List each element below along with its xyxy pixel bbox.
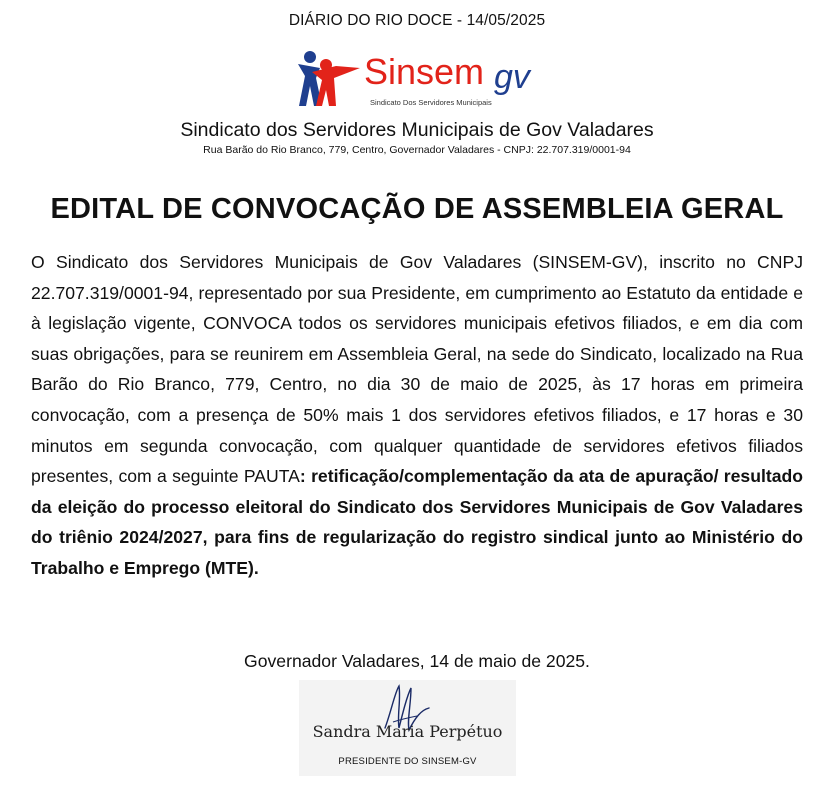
logo-tagline: Sindicato Dos Servidores Municipais bbox=[370, 98, 492, 107]
newspaper-header: DIÁRIO DO RIO DOCE - 14/05/2025 bbox=[288, 12, 546, 29]
signer-role: PRESIDENTE DO SINSEM-GV bbox=[338, 756, 477, 767]
notice-body-agenda: : retificação/complementação da ata de apuração/ resultado da eleição do processo eleitoral do Sindicato dos Servidores Municipais de Gov Valadares do triênio 2024/2027, para fins de regularização do registro sindical junto ao Ministério do Trabalho e Emprego (MTE). bbox=[31, 466, 803, 578]
notice-title: EDITAL DE CONVOCAÇÃO DE ASSEMBLEIA GERAL bbox=[50, 193, 784, 225]
place-and-date: Governador Valadares, 14 de maio de 2025. bbox=[244, 651, 590, 671]
logo-brand-secondary: gv bbox=[494, 58, 530, 96]
sinsem-logo-graphic bbox=[296, 48, 546, 114]
signer-name: Sandra Maria Perpétuo bbox=[312, 722, 503, 741]
signature-block bbox=[299, 680, 516, 776]
organization-name: Sindicato dos Servidores Municipais de Gov Valadares bbox=[180, 119, 654, 141]
sinsem-logo bbox=[296, 48, 546, 114]
notice-body bbox=[31, 247, 803, 584]
organization-address: Rua Barão do Rio Branco, 779, Centro, Governador Valadares - CNPJ: 22.707.319/0001-94 bbox=[203, 144, 631, 156]
logo-brand-primary: Sinsem bbox=[364, 51, 485, 92]
people-figures-icon bbox=[298, 51, 360, 106]
notice-body-regular: O Sindicato dos Servidores Municipais de Gov Valadares (SINSEM-GV), inscrito no CNPJ 22.707.319/0001-94, representado por sua Presidente, em cumprimento ao Estatuto da entidade e à legislação vigente, CONVOCA todos os servidores municipais efetivos filiados, e em dia com suas obrigações, para se reunirem em Assembleia Geral, na sede do Sindicato, localizado na Rua Barão do Rio Branco, 779, Centro, no dia 30 de maio de 2025, às 17 horas em primeira convocação, com a presença de 50% mais 1 dos servidores efetivos filiados, e 17 horas e 30 minutos em segunda convocação, com qualquer quantidade de servidores efetivos filiados presentes, com a seguinte PAUTA bbox=[31, 252, 803, 487]
